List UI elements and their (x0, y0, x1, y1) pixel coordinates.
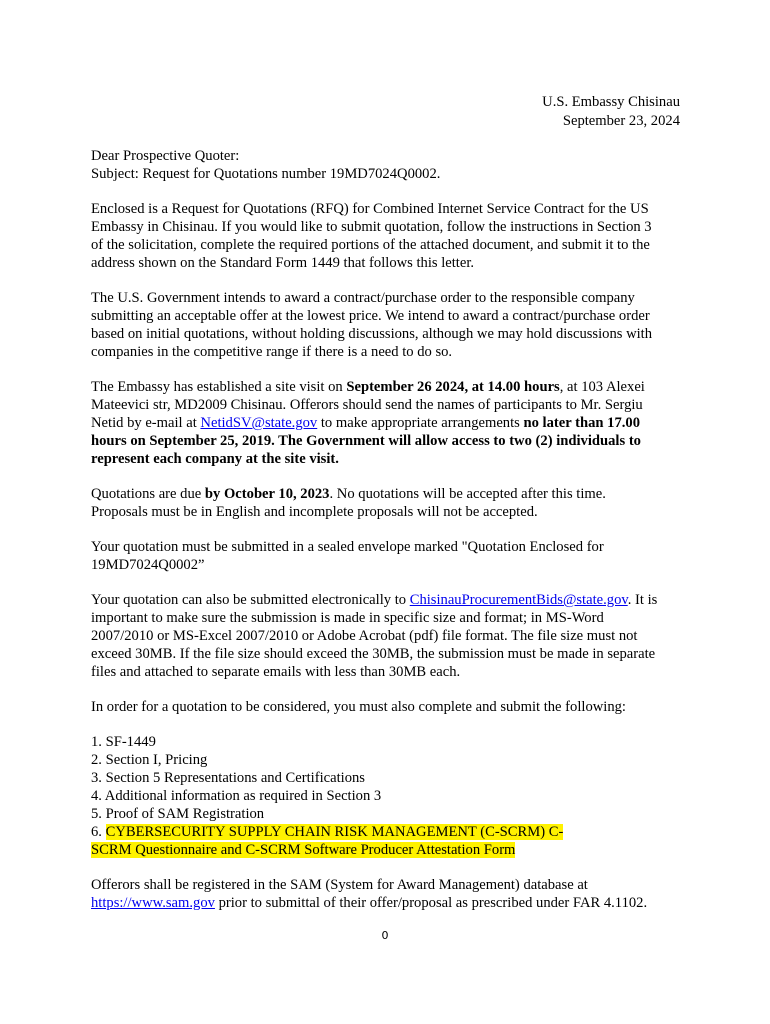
bold-text-line: hours on September 25, 2019. The Government will allow access to two (2) individuals to (91, 433, 641, 449)
list-item: 1. SF-1449 (91, 734, 156, 750)
letter-header (542, 93, 680, 130)
text-line: files and attached to separate emails with less than 30MB each. (91, 664, 461, 680)
text-line: Proposals must be in English and incomplete proposals will not be accepted. (91, 504, 538, 520)
text-line: exceed 30MB. If the file size should exceed the 30MB, the submission must be made in separate (91, 646, 656, 662)
sender-org: U.S. Embassy Chisinau (542, 94, 680, 110)
text-run: Quotations are due (91, 486, 205, 502)
text-line: 19MD7024Q0002” (91, 557, 205, 573)
text-run: prior to submittal of their offer/proposal as prescribed under FAR 4.1102. (214, 895, 648, 911)
list-item: 5. Proof of SAM Registration (91, 806, 265, 822)
letter-date: September 23, 2024 (562, 112, 680, 129)
text-line: Embassy in Chisinau. If you would like to submit quotation, follow the instructions in Section 3 (91, 219, 652, 235)
text-line: important to make sure the submission is made in specific size and format; in MS-Word (91, 610, 604, 626)
paragraph-requirements-intro (91, 698, 687, 716)
sam-link[interactable]: https://www.sam.gov (91, 895, 215, 911)
text-line: address shown on the Standard Form 1449 that follows this letter. (91, 255, 475, 271)
text-line: Offerors shall be registered in the SAM (System for Award Management) database at (91, 877, 588, 893)
salutation: Dear Prospective Quoter: (91, 148, 240, 164)
list-item: 2. Section I, Pricing (91, 752, 208, 768)
text-line: In order for a quotation to be considered, you must also complete and submit the following: (91, 699, 626, 715)
site-visit-date: September 26 2024, at 14.00 hours (346, 379, 560, 395)
text-line: of the solicitation, complete the required portions of the attached document, and submit it to the (91, 237, 650, 253)
text-line: based on initial quotations, without holding discussions, although we may hold discussions with (91, 326, 653, 342)
page-number: 0 (381, 929, 389, 942)
list-item: 3. Section 5 Representations and Certifications (91, 770, 365, 786)
paragraph-electronic-submission (91, 591, 687, 681)
highlighted-text: CYBERSECURITY SUPPLY CHAIN RISK MANAGEMENT (C-SCRM) C- (105, 824, 564, 840)
paragraph-sam (91, 876, 687, 912)
paragraph-site-visit (91, 378, 687, 468)
text-run: Netid by e-mail at (91, 415, 201, 431)
text-run: , at 103 Alexei (559, 379, 645, 395)
text-run: . It is (627, 592, 658, 608)
paragraph-due-date (91, 485, 687, 521)
text-run: The Embassy has established a site visit on (91, 379, 347, 395)
text-line: Your quotation must be submitted in a sealed envelope marked "Quotation Enclosed for (91, 539, 604, 555)
text-run: Your quotation can also be submitted electronically to (91, 592, 410, 608)
list-item: 4. Additional information as required in Section 3 (91, 788, 382, 804)
text-line: Mateevici str, MD2009 Chisinau. Offerors should send the names of participants to Mr. Sergiu (91, 397, 643, 413)
text-line: submitting an acceptable offer at the lowest price. We intend to award a contract/purchase order (91, 308, 650, 324)
text-line: Enclosed is a Request for Quotations (RFQ) for Combined Internet Service Contract for the US (91, 201, 649, 217)
highlighted-text: SCRM Questionnaire and C-SCRM Software Producer Attestation Form (91, 842, 516, 858)
bold-text-line: represent each company at the site visit. (91, 451, 339, 467)
bold-text-run: no later than 17.00 (523, 415, 640, 431)
email-link-procurement[interactable]: ChisinauProcurementBids@state.gov (409, 592, 628, 608)
email-link-netid[interactable]: NetidSV@state.gov (200, 415, 318, 431)
subject-line: Subject: Request for Quotations number 19MD7024Q0002. (91, 166, 441, 182)
paragraph-award (91, 289, 687, 361)
text-line: companies in the competitive range if there is a need to do so. (91, 344, 453, 360)
text-line: The U.S. Government intends to award a contract/purchase order to the responsible company (91, 290, 635, 306)
salutation-block (91, 147, 687, 183)
text-line: 2007/2010 or MS-Excel 2007/2010 or Adobe Acrobat (pdf) file format. The file size must not (91, 628, 638, 644)
list-item-continuation (91, 841, 687, 859)
text-run: to make appropriate arrangements (317, 415, 524, 431)
paragraph-sealed-envelope (91, 538, 687, 574)
list-item (91, 823, 687, 841)
text-run: . No quotations will be accepted after this time. (329, 486, 606, 502)
due-date: by October 10, 2023 (204, 486, 330, 502)
list-number: 6. (91, 824, 106, 840)
paragraph-enclosed (91, 200, 687, 272)
letter-body (91, 147, 687, 912)
requirements-list (91, 733, 687, 859)
